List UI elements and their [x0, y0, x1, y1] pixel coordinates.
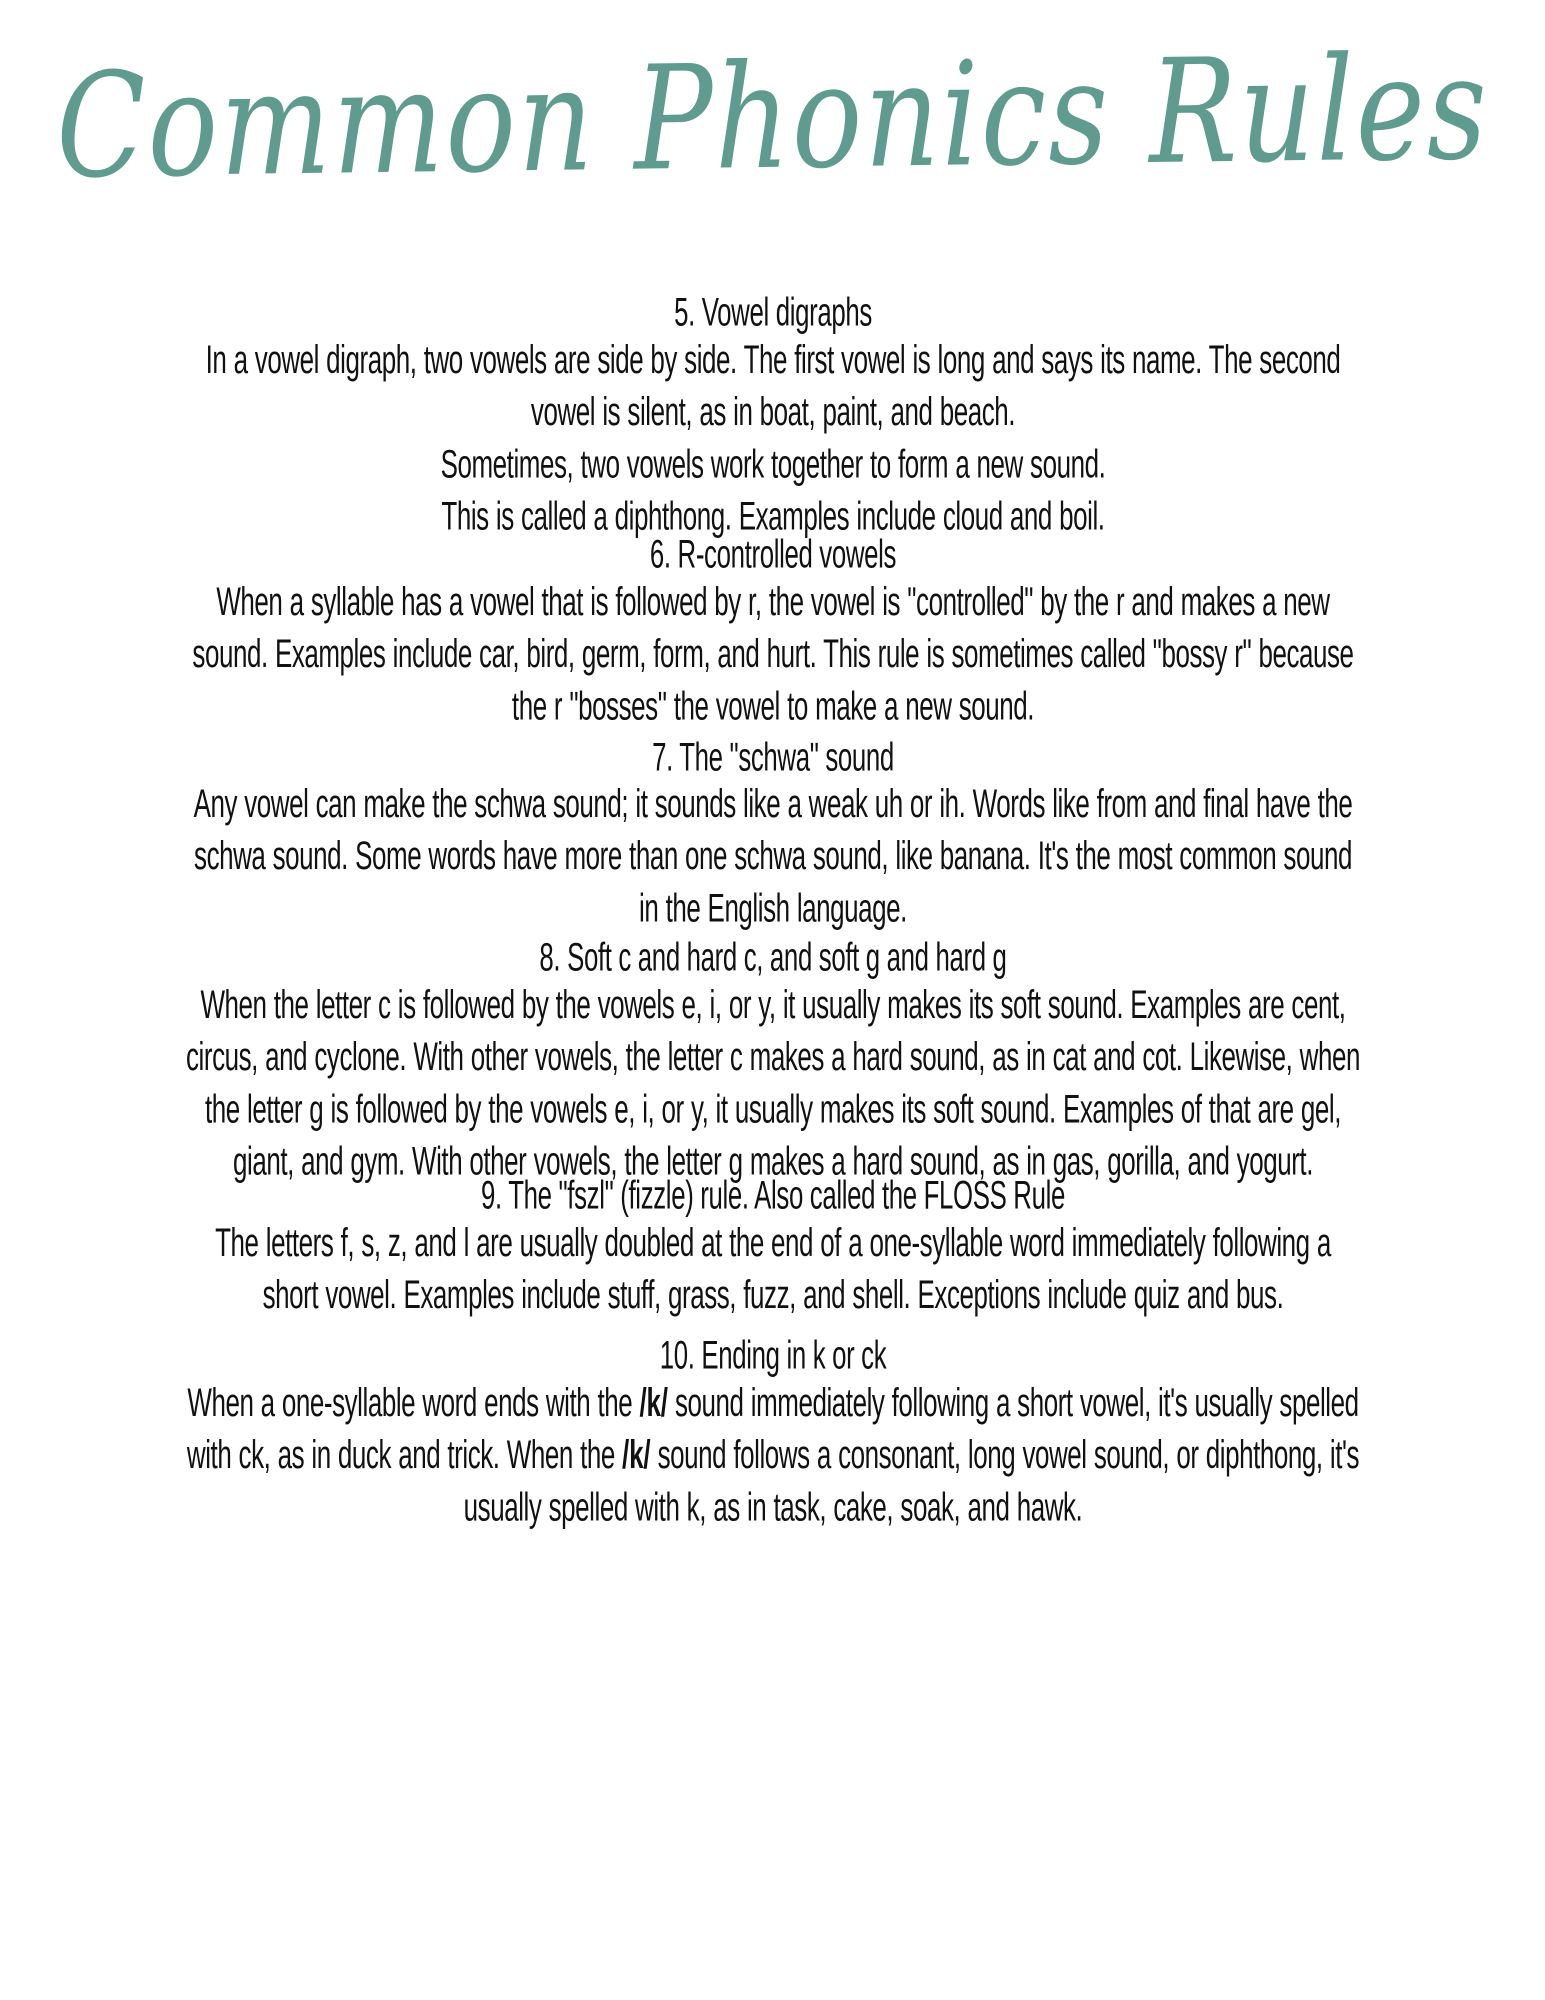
rule-body-schwa-sound: Any vowel can make the schwa sound; it sounds like a weak uh or ih. Words like from and final have the schwa sound. Some words have more than one schwa sound, like banana. It's the most common sound in the English language. [193, 782, 1352, 932]
rule-body-soft-hard-c-g: When the letter c is followed by the vowels e, i, or y, it usually makes its soft sound. Examples are cent, circus, and cyclone. With other vowels, the letter c makes a hard sound, as in cat and cot. Likewise, when the letter g is followed by the vowels e, i, or y, it usually makes its soft sound. Examples of that are gel, giant, and gym. With other vowels, the letter g makes a hard sound, as in gas, gorilla, and yogurt. [185, 983, 1360, 1185]
rule-body-vowel-digraphs: In a vowel digraph, two vowels are side by side. The first vowel is long and says its name. The second vowel is silent, as in boat, paint, and beach. Sometimes, two vowels work together to form a new sound. This is called a diphthong. Examples include cloud and boil. [205, 337, 1340, 539]
rule-section-schwa-sound [93, 733, 1453, 932]
rule-section-r-controlled-vowels [93, 530, 1453, 729]
rule-heading-r-controlled-vowels: 6. R-controlled vowels [649, 532, 896, 577]
rule-heading-soft-hard-c-g: 8. Soft c and hard c, and soft g and hard g [538, 936, 1007, 981]
rule-section-floss-rule [93, 1171, 1453, 1318]
rule-body-ending-k-text-3: sound follows a consonant, long vowel sound, or diphthong, it's usually spelled with k, as in task, cake, soak, and hawk. [463, 1433, 1359, 1530]
rules-content [93, 288, 1453, 1530]
rule-heading-vowel-digraphs: 5. Vowel digraphs [673, 290, 872, 335]
rule-section-ending-k-or-ck [93, 1331, 1453, 1530]
rule-section-soft-hard-c-g [93, 933, 1453, 1185]
rule-heading-schwa-sound: 7. The "schwa" sound [651, 735, 894, 780]
k-sound-mark-2: /k/ [621, 1433, 650, 1478]
k-sound-mark-1: /k/ [638, 1380, 668, 1426]
rule-body-ending-k-or-ck [184, 1377, 1360, 1534]
rule-body-ending-k-text-2: sound immediately following a short vowel, it's usually spelled with ck, as in duck and trick. When the [186, 1380, 1359, 1478]
rule-section-vowel-digraphs [93, 288, 1453, 539]
rule-body-ending-k-text-1: When a one-syllable word ends with the [186, 1380, 639, 1426]
page-title: Common Phonics Rules [55, 23, 1490, 211]
rule-body-r-controlled-vowels: When a syllable has a vowel that is followed by r, the vowel is "controlled" by the r and makes a new sound. Examples include car, bird, germ, form, and hurt. This rule is sometimes called "bossy r" because the r "bosses" the vowel to make a new sound. [191, 579, 1354, 729]
rule-heading-ending-k-or-ck: 10. Ending in k or ck [659, 1333, 886, 1378]
page-title-container [0, 23, 1545, 211]
rule-heading-floss-rule: 9. The "fszl" (fizzle) rule. Also called the FLOSS Rule [480, 1173, 1065, 1219]
rule-body-floss-rule: The letters f, s, z, and l are usually doubled at the end of a one-syllable word immediately following a short vowel. Examples include stuff, grass, fuzz, and shell. Exceptions include quiz and bus. [214, 1221, 1331, 1318]
